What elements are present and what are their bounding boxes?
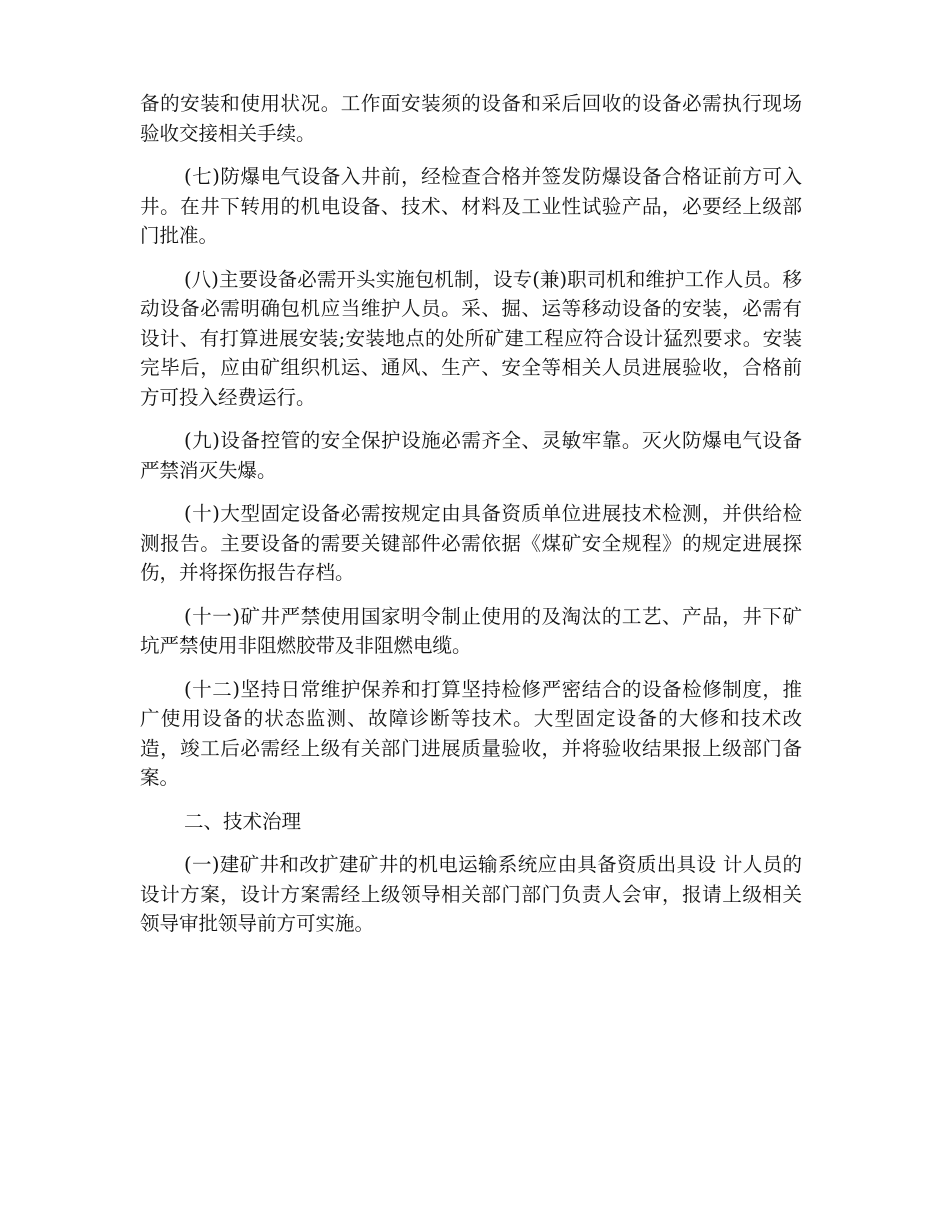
paragraph-item-8: (八)主要设备必需开头实施包机制，设专(兼)职司机和维护工作人员。移动设备必需明确包机应当维护人员。采、掘、运等移动设备的安装，必需有设计、有打算进展安装;安装地点的处所矿建工程应符合设计猛烈要求。安装完毕后，应由矿组织机运、通风、生产、安全等相关人员进展验收，合格前方可投入经费运行。 (140, 267, 802, 409)
paragraph-section2-item-1: (一)建矿井和改扩建矿井的机电运输系统应由具备资质出具设 计人员的设计方案，设计方案需经上级领导相关部门部门负责人会审，报请上级相关领导审批领导前方可实施。 (140, 853, 802, 935)
section-heading: 二、技术治理 (184, 809, 302, 833)
paragraph-item-11: (十一)矿井严禁使用国家明令制止使用的及淘汰的工艺、产品，井下矿坑严禁使用非阻燃胶带及非阻燃电缆。 (140, 604, 802, 657)
document-body (140, 89, 802, 953)
paragraph-item-12: (十二)坚持日常维护保养和打算坚持检修严密结合的设备检修制度，推广使用设备的状态监测、故障诊断等技术。大型固定设备的大修和技术改造，竣工后必需经上级有关部门进展质量验收，并将验收结果报上级部门备案。 (140, 677, 802, 789)
paragraph-item-9: (九)设备控管的安全保护设施必需齐全、灵敏牢靠。灭火防爆电气设备严禁消灭失爆。 (140, 429, 802, 482)
paragraph-item-7: (七)防爆电气设备入井前，经检查合格并签发防爆设备合格证前方可入井。在井下转用的机电设备、技术、材料及工业性试验产品，必要经上级部门批准。 (140, 165, 802, 247)
paragraph-continuation: 备的安装和使用状况。工作面安装须的设备和采后回收的设备必需执行现场验收交接相关手续。 (140, 92, 802, 145)
paragraph-item-10: (十)大型固定设备必需按规定由具备资质单位进展技术检测，并供给检测报告。主要设备的需要关键部件必需依据《煤矿安全规程》的规定进展探伤，并将探伤报告存档。 (140, 502, 802, 584)
